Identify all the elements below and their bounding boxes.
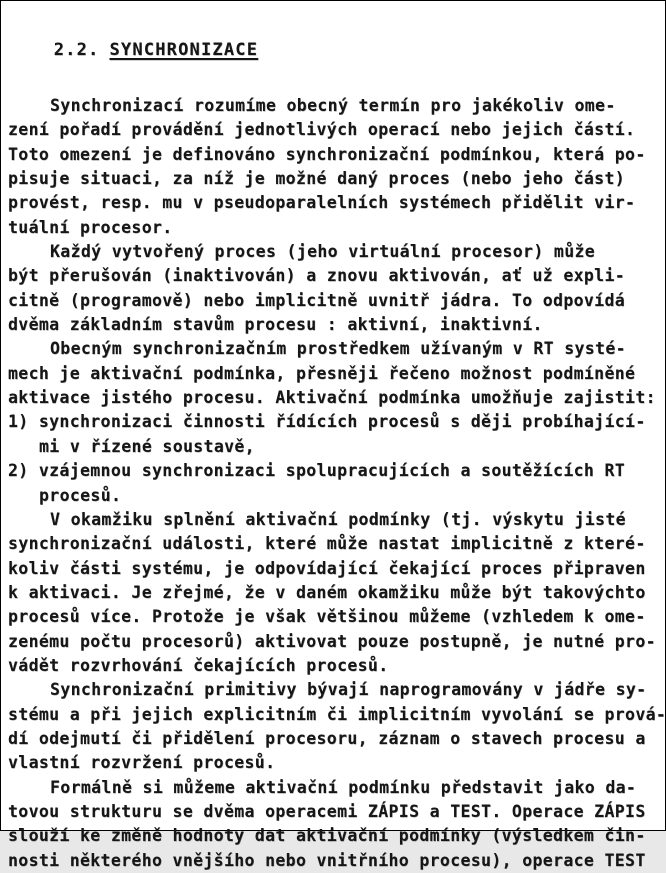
section-number: 2.2.: [53, 40, 100, 60]
text-line: pisuje situaci, za níž je možné daný proces (nebo jeho část): [8, 169, 626, 189]
text-line: mech je aktivační podmínka, přesněji řečeno možnost podmíněné: [8, 363, 636, 383]
text-line: slouží ke změně hodnoty dat aktivační podmínky (výsledkem čin-: [8, 826, 646, 846]
text-line: aktivace jistého procesu. Aktivační podmínka umožňuje zajistit:: [8, 388, 656, 408]
text-line: Toto omezení je definováno synchronizační podmínkou, která po-: [8, 144, 646, 164]
text-line: provést, resp. mu v pseudoparalelních systémech přidělit vir-: [8, 193, 636, 213]
text-line: zení pořadí provádění jednotlivých operací nebo jejich částí.: [8, 120, 636, 140]
text-line: vlastní rozvržení procesů.: [8, 753, 276, 773]
text-line: k aktivaci. Je zřejmé, že v daném okamžiku může být takovýchto: [8, 582, 646, 602]
text-line: nosti některého vnějšího nebo vnitřního procesu), operace TEST: [8, 850, 646, 870]
text-line: vádět rozvrhování čekajících procesů.: [8, 655, 389, 675]
text-line: Obecným synchronizačním prostředkem užívaným v RT systé-: [50, 339, 626, 359]
text-line: tuální procesor.: [8, 217, 173, 237]
text-line: Synchronizační primitivy bývají naprogramovány v jádře sy-: [50, 680, 647, 700]
text-line: být přerušován (inaktivován) a znovu aktivován, ať už expli-: [8, 266, 626, 286]
text-line: 2) vzájemnou synchronizaci spolupracujících a soutěžících RT: [8, 461, 626, 481]
text-line: mi v řízené soustavě,: [39, 436, 255, 456]
text-line: Každý vytvořený proces (jeho virtuální procesor) může: [50, 242, 596, 262]
section-title: SYNCHRONIZACE: [109, 40, 259, 60]
text-line: dí odejmutí či přidělení procesoru, záznam o stavech procesu a: [8, 728, 646, 748]
text-line: citně (programově) nebo implicitně uvnitř jádra. To odpovídá: [8, 290, 626, 310]
text-line: tovou strukturu se dvěma operacemi ZÁPIS a TEST. Operace ZÁPIS: [8, 801, 646, 821]
text-line: stému a při jejich explicitním či implicitním vyvolání se prová-: [8, 704, 666, 724]
text-line: Synchronizací rozumíme obecný termín pro jakékoliv ome-: [50, 96, 616, 115]
document-body: [8, 94, 666, 873]
section-heading: [8, 11, 661, 89]
text-line: dvěma základním stavům procesu : aktivní, inaktivní.: [8, 315, 543, 335]
text-line: 1) synchronizaci činnosti řídících procesů s ději probíhající-: [8, 412, 646, 432]
text-line: Formálně si můžeme aktivační podmínku představit jako da-: [50, 777, 637, 797]
text-line: procesů.: [39, 485, 122, 505]
text-line: koliv části systému, je odpovídající čekající proces připraven: [8, 558, 646, 578]
text-line: zenému počtu procesorů) aktivovat pouze postupně, je nutné pro-: [8, 631, 656, 651]
text-line: V okamžiku splnění aktivační podmínky (tj. výskytu jisté: [50, 509, 626, 529]
text-line: procesů více. Protože je však většinou můžeme (vzhledem k ome-: [8, 607, 646, 627]
text-line: synchronizační události, které může nastat implicitně z které-: [8, 534, 646, 554]
